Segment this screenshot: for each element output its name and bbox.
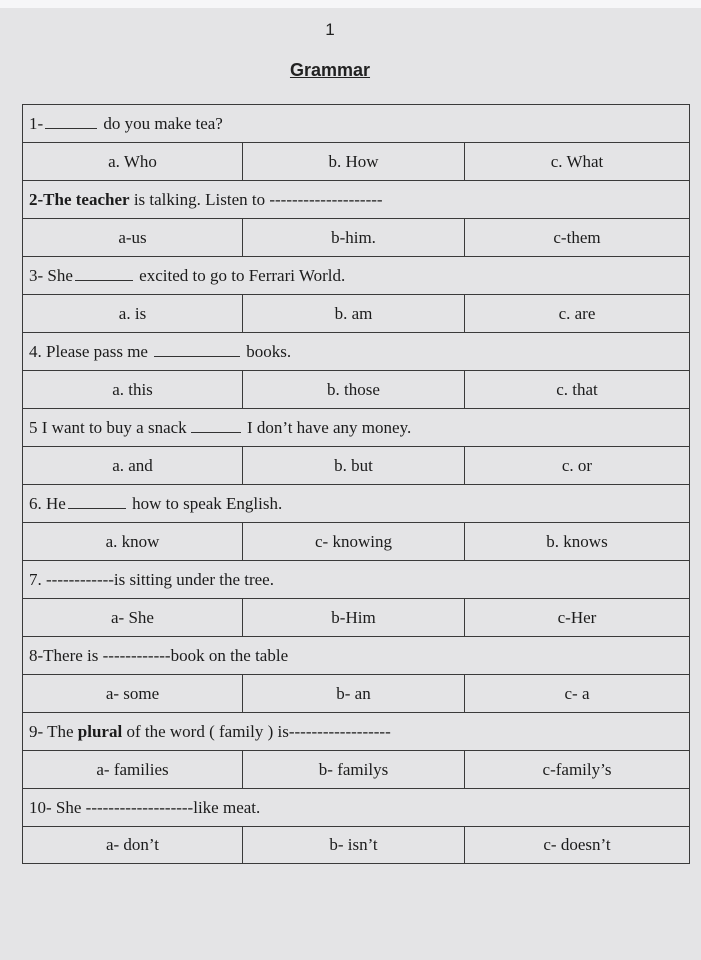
options-row-1 (22, 142, 690, 180)
options-row-10 (22, 826, 690, 864)
option-a[interactable]: a. is (23, 295, 243, 332)
question-text: 1- (29, 114, 44, 133)
option-b[interactable]: b-him. (243, 219, 465, 256)
question-text: 7. ------------is sitting under the tree. (29, 570, 274, 589)
question-text: 3- She (29, 266, 73, 285)
question-text-bold: plural (77, 722, 123, 741)
option-c[interactable]: c- doesn’t (543, 835, 611, 854)
question-3 (22, 256, 690, 294)
question-text: 5 I want to buy a snack (29, 418, 187, 437)
question-text: books. (246, 342, 292, 361)
option-b[interactable]: b- familys (243, 751, 465, 788)
options-row-2 (22, 218, 690, 256)
question-4 (22, 332, 690, 370)
question-text: 9- The (29, 722, 78, 741)
answer-blank (154, 342, 240, 357)
option-b[interactable]: b-Him (243, 599, 465, 636)
option-b[interactable]: b- isn’t (243, 827, 465, 863)
question-text: 10- She -------------------like meat. (29, 798, 261, 817)
question-5 (22, 408, 690, 446)
question-text: I don’t have any money. (246, 418, 412, 437)
option-c[interactable]: c. that (556, 379, 598, 399)
question-text: is talking. Listen to -------------------- (129, 190, 383, 209)
question-text: do you make tea? (103, 114, 223, 133)
grammar-table (22, 104, 690, 864)
options-row-9 (22, 750, 690, 788)
question-text-bold: 2-The teacher (29, 190, 130, 209)
top-bar (0, 0, 701, 8)
question-8 (22, 636, 690, 674)
options-row-6 (22, 522, 690, 560)
option-c[interactable]: c. are (558, 303, 596, 323)
option-c[interactable]: c-them (553, 227, 601, 247)
page-title: Grammar (289, 60, 371, 80)
option-c[interactable]: c. What (550, 151, 604, 171)
option-b[interactable]: b. knows (546, 531, 608, 551)
question-text: 8-There is ------------book on the table (29, 646, 289, 665)
option-c[interactable]: c-Her (557, 607, 597, 627)
question-text: 4. Please pass me (29, 342, 148, 361)
option-a[interactable]: a- don’t (23, 827, 243, 863)
option-a[interactable]: a. and (23, 447, 243, 484)
page-number: 1 (325, 20, 335, 39)
option-c[interactable]: c. or (561, 455, 593, 475)
option-c[interactable]: c- a (564, 683, 590, 703)
option-a[interactable]: a- She (23, 599, 243, 636)
answer-blank (68, 494, 126, 509)
question-6 (22, 484, 690, 522)
option-a[interactable]: a. this (23, 371, 243, 408)
option-a[interactable]: a. know (23, 523, 243, 560)
option-b[interactable]: b. those (243, 371, 465, 408)
question-7 (22, 560, 690, 598)
question-2 (22, 180, 690, 218)
question-1 (22, 104, 690, 142)
option-b[interactable]: b. but (243, 447, 465, 484)
question-text: of the word ( family ) is------------------ (122, 722, 391, 741)
option-b[interactable]: b- an (243, 675, 465, 712)
answer-blank (191, 418, 241, 433)
options-row-3 (22, 294, 690, 332)
question-text: excited to go to Ferrari World. (139, 266, 346, 285)
options-row-4 (22, 370, 690, 408)
options-row-8 (22, 674, 690, 712)
question-text: how to speak English. (132, 494, 283, 513)
option-b[interactable]: b. How (243, 143, 465, 180)
options-row-7 (22, 598, 690, 636)
option-a[interactable]: a-us (23, 219, 243, 256)
option-c[interactable]: c-family’s (542, 759, 612, 779)
options-row-5 (22, 446, 690, 484)
option-a[interactable]: a. Who (23, 143, 243, 180)
question-9 (22, 712, 690, 750)
question-text: 6. He (29, 494, 66, 513)
option-a[interactable]: a- families (23, 751, 243, 788)
answer-blank (45, 114, 97, 129)
question-10 (22, 788, 690, 826)
option-b[interactable]: b. am (243, 295, 465, 332)
answer-blank (75, 266, 133, 281)
option-c[interactable]: c- knowing (243, 523, 465, 560)
option-a[interactable]: a- some (23, 675, 243, 712)
